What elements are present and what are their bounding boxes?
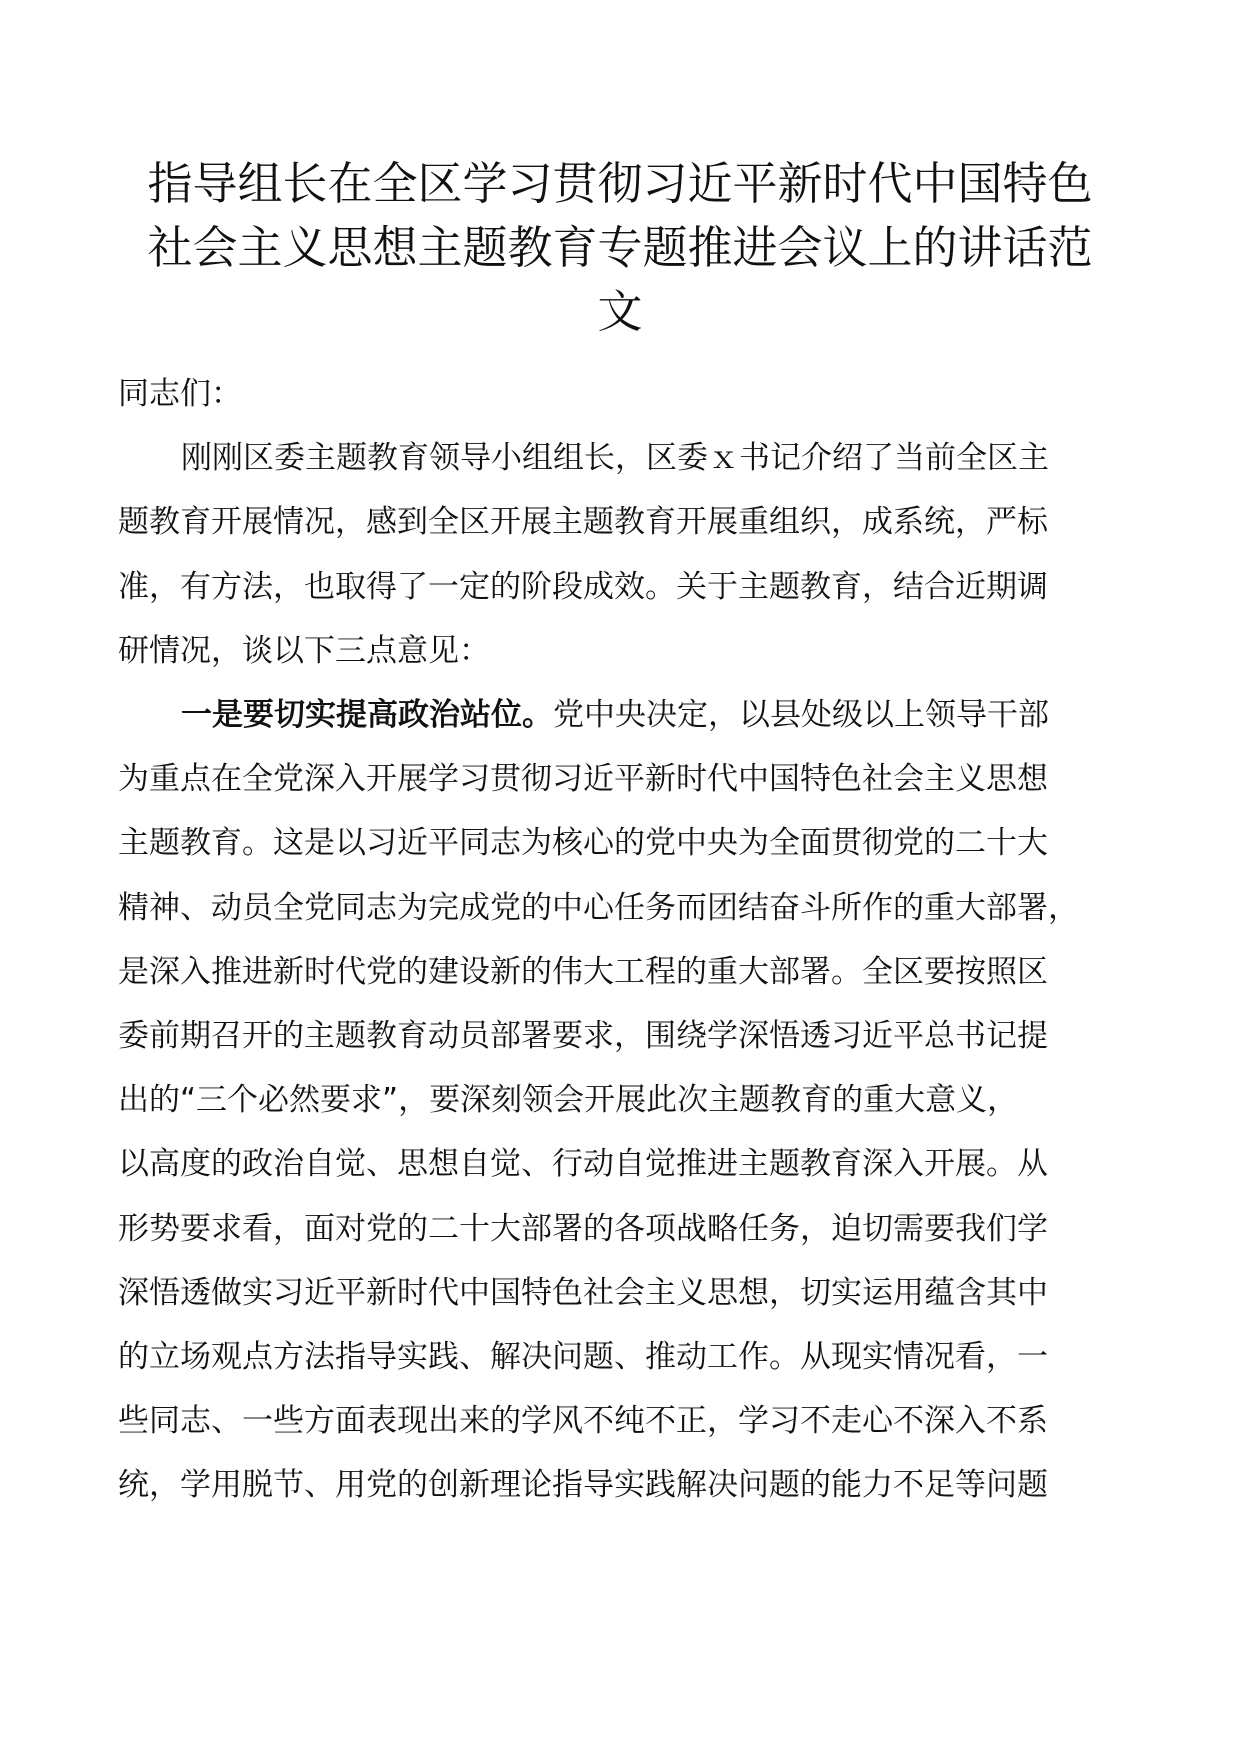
paragraph-line: 形势要求看，面对党的二十大部署的各项战略任务，迫切需要我们学: [118, 1210, 1048, 1247]
paragraph-text: 党中央决定，以县处级以上领导干部: [553, 697, 1049, 734]
salutation: 同志们：: [118, 376, 242, 412]
paragraph-line: 出的“三个必然要求”，要深刻领会开展此次主题教育的重大意义，: [118, 1082, 1019, 1119]
paragraph-line: 的立场观点方法指导实践、解决问题、推动工作。从现实情况看，一: [118, 1339, 1048, 1376]
paragraph-line: 刚刚区委主题教育领导小组组长，区委ｘ书记介绍了当前全区主: [181, 440, 1049, 477]
paragraph-line: 统，学用脱节、用党的创新理论指导实践解决问题的能力不足等问题: [118, 1467, 1048, 1504]
paragraph-line: 研情况，谈以下三点意见：: [118, 632, 490, 669]
paragraph-line: 为重点在全党深入开展学习贯彻习近平新时代中国特色社会主义思想: [118, 761, 1048, 798]
paragraph-line: [118, 683, 1128, 747]
paragraph-line: 准，有方法，也取得了一定的阶段成效。关于主题教育，结合近期调: [118, 568, 1048, 605]
paragraph-line: 以高度的政治自觉、思想自觉、行动自觉推进主题教育深入开展。从: [118, 1146, 1048, 1183]
paragraph-line: 精神、动员全党同志为完成党的中心任务而团结奋斗所作的重大部署，: [118, 889, 1079, 926]
paragraph-intro: [118, 426, 1128, 683]
paragraph-line: 些同志、一些方面表现出来的学风不纯不正，学习不走心不深入不系: [118, 1403, 1048, 1440]
paragraph-line: 深悟透做实习近平新时代中国特色社会主义思想，切实运用蕴含其中: [118, 1274, 1048, 1311]
paragraph-line: 主题教育。这是以习近平同志为核心的党中央为全面贯彻党的二十大: [118, 825, 1048, 862]
document-title: [110, 152, 1130, 344]
paragraph-line: 委前期召开的主题教育动员部署要求，围绕学深悟透习近平总书记提: [118, 1018, 1048, 1055]
paragraph-point-one: [118, 683, 1128, 1518]
document-body: [118, 362, 1128, 1518]
paragraph-line: 题教育开展情况，感到全区开展主题教育开展重组织，成系统，严标: [118, 504, 1048, 541]
title-line: 社会主义思想主题教育专题推进会议上的讲话范: [147, 221, 1093, 274]
title-line: 指导组长在全区学习贯彻习近平新时代中国特色: [147, 157, 1093, 210]
paragraph-line: 是深入推进新时代党的建设新的伟大工程的重大部署。全区要按照区: [118, 953, 1048, 990]
point-heading: 一是要切实提高政治站位。: [181, 697, 553, 734]
title-line: 文: [597, 285, 643, 338]
